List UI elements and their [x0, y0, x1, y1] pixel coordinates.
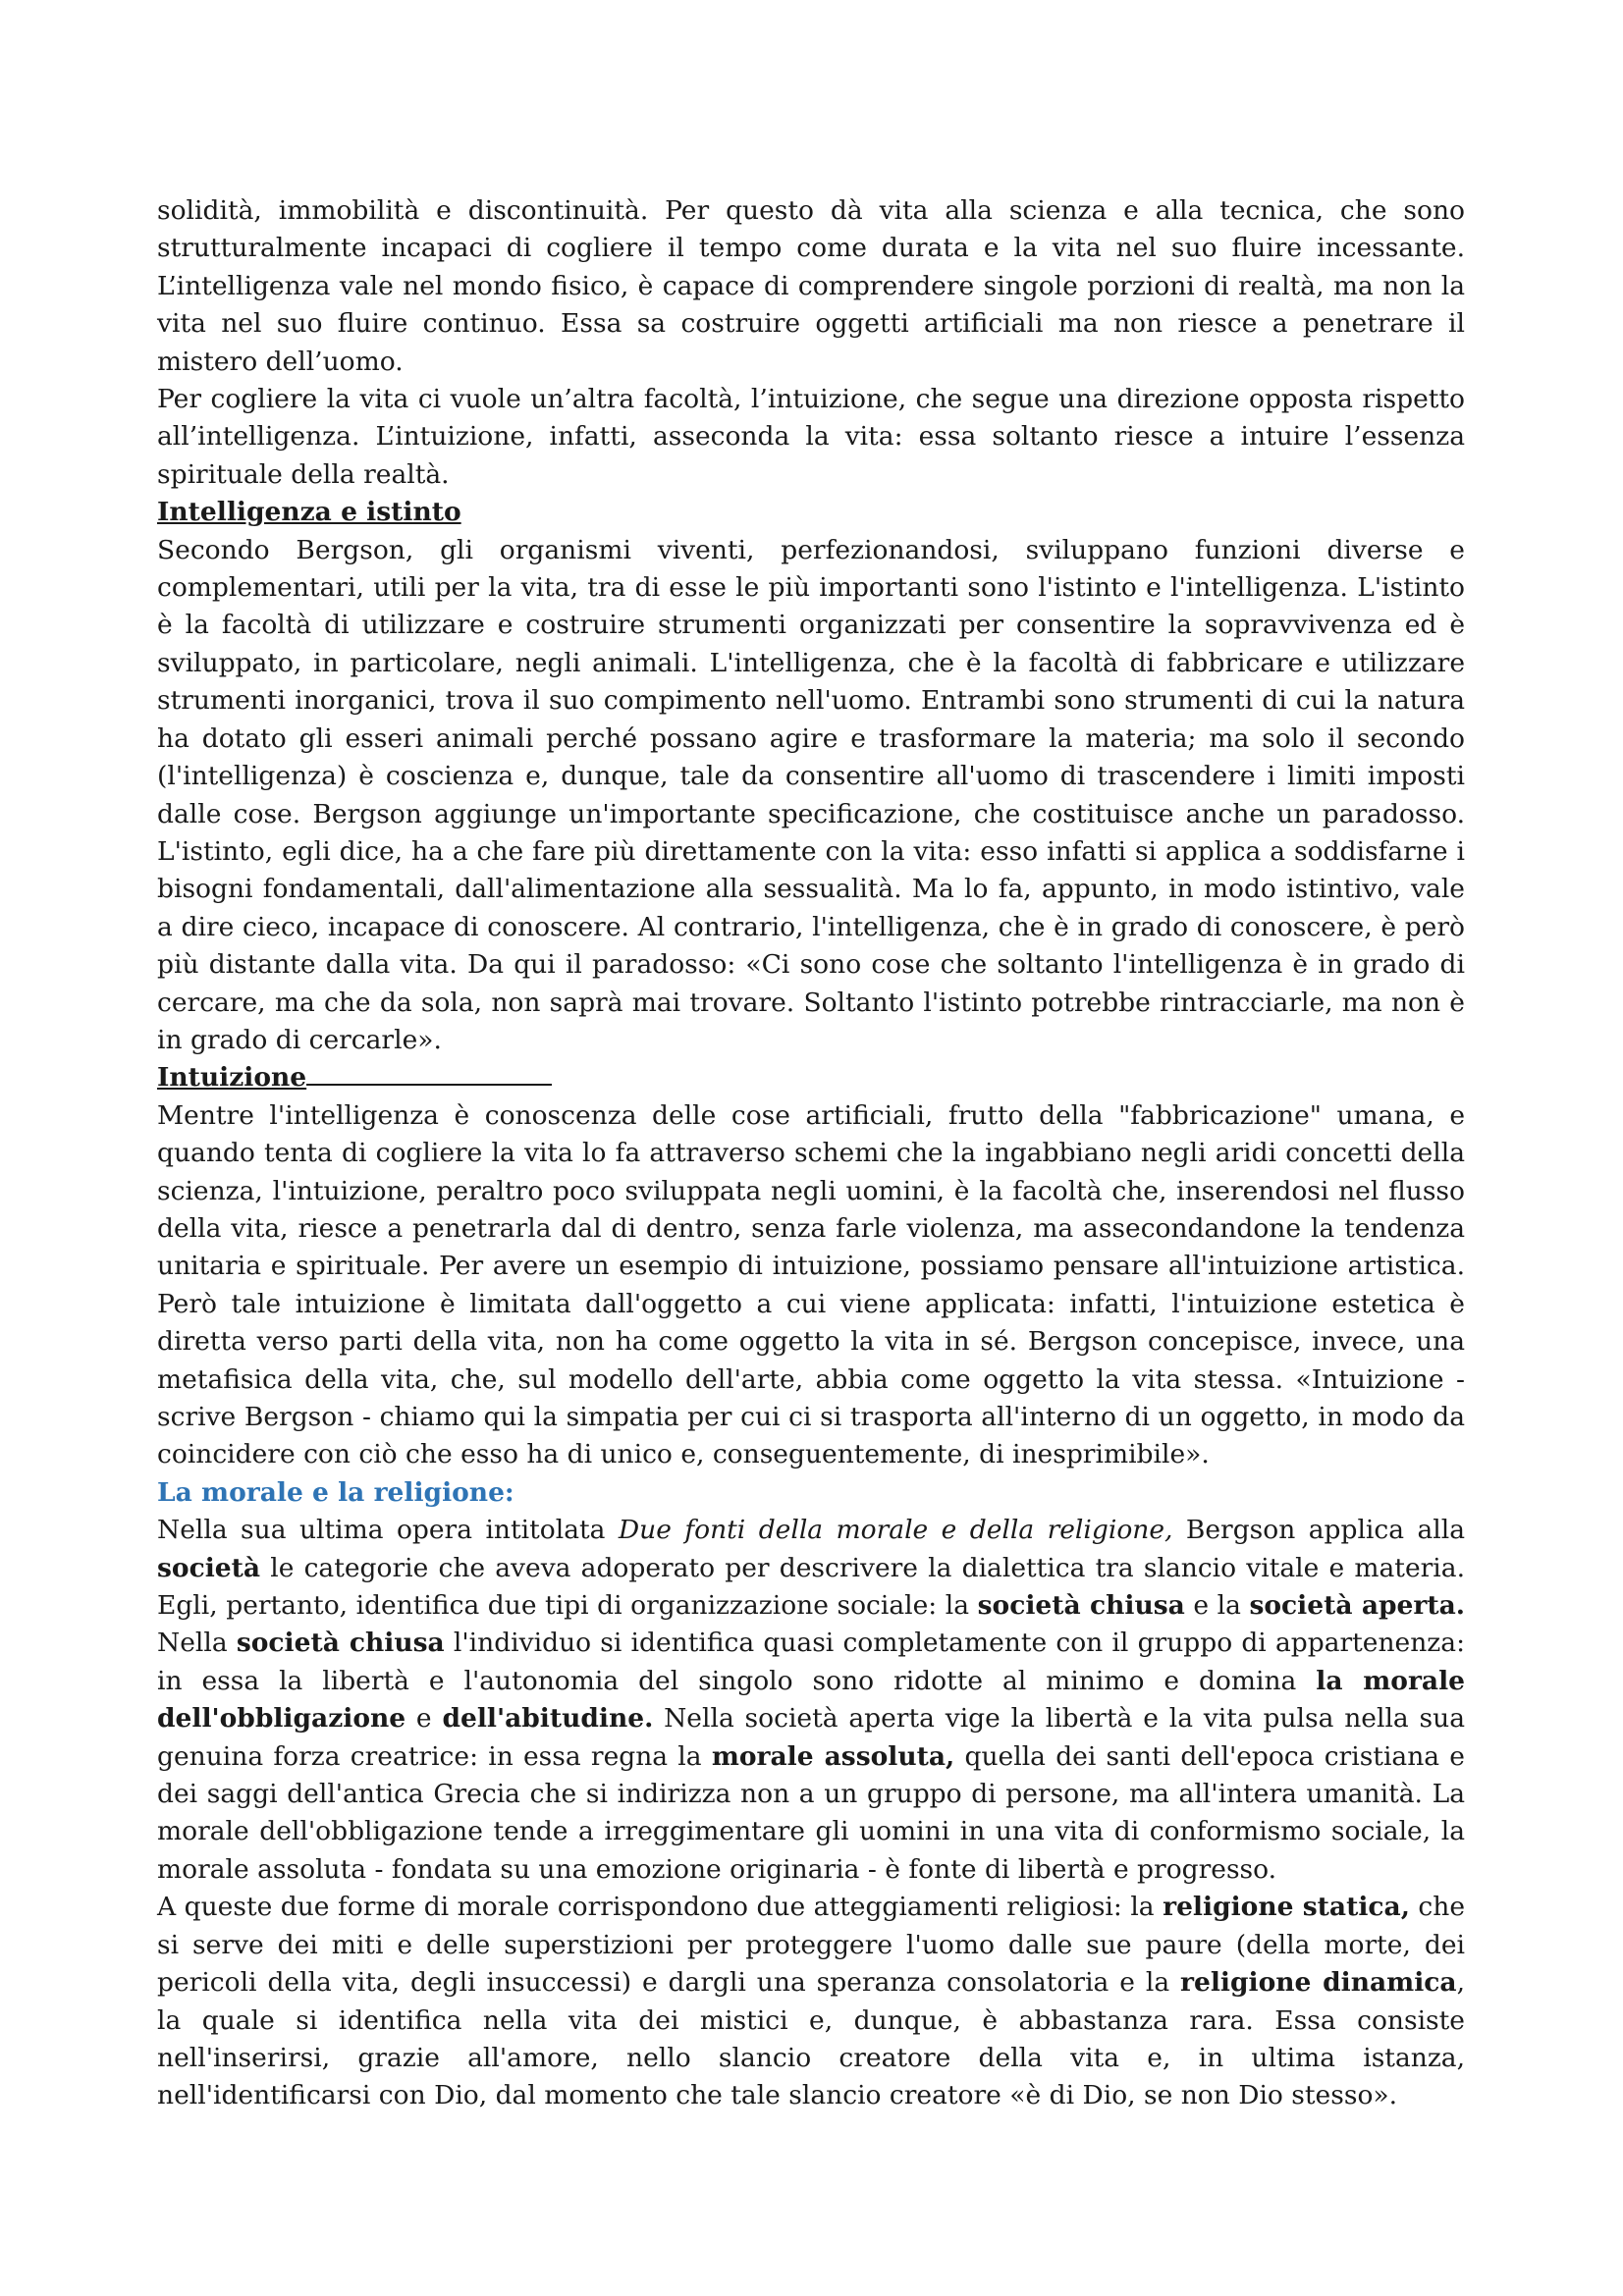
- paragraph-intuition-intro: Per cogliere la vita ci vuole un’altra facoltà, l’intuizione, che segue una direzione opposta rispetto all’intelligenza. L’intuizione, infatti, asseconda la vita: essa soltanto riesce a intuire l’essenza spirituale della realtà.: [157, 384, 1465, 490]
- bold-term: la morale dell'obbligazione: [157, 1665, 1466, 1735]
- text-run: e la: [1184, 1590, 1250, 1622]
- text-run: Nella: [157, 1628, 237, 1659]
- heading-morale-religione: La morale e la religione:: [157, 1476, 514, 1508]
- paragraph-intelligence-limits: solidità, immobilità e discontinuità. Per questo dà vita alla scienza e alla tecnica, che sono strutturalmente incapaci di cogliere il tempo come durata e la vita nel suo fluire incessante. L’intelligenza vale nel mondo fisico, è capace di comprendere singole porzioni di realtà, ma non la vita nel suo fluire continuo. Essa sa costruire oggetti artificiali ma non riesce a penetrare il mistero dell’uomo.: [157, 195, 1465, 377]
- heading-intelligenza-istinto: Intelligenza e istinto: [157, 497, 461, 528]
- heading-intuizione: [157, 1059, 1465, 1096]
- bold-term: società chiusa: [977, 1590, 1185, 1622]
- bold-term: dell'abitudine.: [442, 1703, 654, 1735]
- bold-term: società aperta.: [1249, 1590, 1466, 1622]
- bold-term: religione dinamica: [1180, 1967, 1457, 1999]
- paragraph-religione: [157, 1889, 1465, 2114]
- text-run: , la quale si identifica nella vita dei mistici e, dunque, è abbastanza rara. Essa consiste nell'inserirsi, grazie all'amore, nello slancio creatore della vita e, in ultima istanza, nell'identificarsi con Dio, dal momento che tale slancio creatore «è di Dio, se non Dio stesso».: [157, 1967, 1465, 2111]
- text-run: che si serve dei miti e delle superstizioni per proteggere l'uomo dalle sue paure (della morte, dei pericoli della vita, degli insuccessi) e dargli una speranza consolatoria e la: [157, 1892, 1466, 1999]
- text-run: l'individuo si identifica quasi completamente con il gruppo di appartenenza: in essa la libertà e l'autonomia del singolo sono ridotte al minimo e domina: [157, 1628, 1465, 1696]
- bold-term: società chiusa: [236, 1628, 445, 1659]
- text-run: le categorie che aveva adoperato per descrivere la dialettica tra slancio vitale e materia. Egli, pertanto, identifica due tipi di organizzazione sociale: la: [157, 1552, 1465, 1622]
- text-run: Bergson applica alla: [1172, 1515, 1466, 1546]
- text-run: Nella sua ultima opera intitolata: [157, 1515, 619, 1546]
- text-run: quella dei santi dell'epoca cristiana e dei saggi dell'antica Grecia che si indirizza non a un gruppo di persone, ma all'intera umanità. La morale dell'obbligazione tende a irreggimentare gli uomini in una vita di conformismo sociale, la morale assoluta - fondata su una emozione originaria - è fonte di libertà e progresso.: [157, 1740, 1465, 1885]
- paragraph-intelligenza-istinto: Secondo Bergson, gli organismi viventi, perfezionandosi, sviluppano funzioni diverse e complementari, utili per la vita, tra di esse le più importanti sono l'istinto e l'intelligenza. L'istinto è la facoltà di utilizzare e costruire strumenti organizzati per consentire la sopravvivenza ed è sviluppato, in particolare, negli animali. L'intelligenza, che è la facoltà di fabbricare e utilizzare strumenti inorganici, trova il suo compimento nell'uomo. Entrambi sono strumenti di cui la natura ha dotato gli esseri animali perché possano agire e trasformare la materia; ma solo il secondo (l'intelligenza) è coscienza e, dunque, tale da consentire all'uomo di trascendere i limiti imposti dalle cose. Bergson aggiunge un'importante specificazione, che costituisce anche un paradosso. L'istinto, egli dice, ha a che fare più direttamente con la vita: esso infatti si applica a soddisfarne i bisogni fondamentali, dall'alimentazione alla sessualità. Ma lo fa, appunto, in modo istintivo, vale a dire cieco, incapace di conoscere. Al contrario, l'intelligenza, che è in grado di conoscere, è però più distante dalla vita. Da qui il paradosso: «Ci sono cose che soltanto l'intelligenza è in grado di cercare, ma che da sola, non saprà mai trovare. Soltanto l'istinto potrebbe rintracciarle, ma non è in grado di cercarle».: [157, 534, 1465, 1055]
- bold-term: morale assoluta,: [711, 1740, 955, 1772]
- paragraph-intuizione: Mentre l'intelligenza è conoscenza delle cose artificiali, frutto della "fabbricazione" umana, e quando tenta di cogliere la vita lo fa attraverso schemi che la ingabbiano negli aridi concetti della scienza, l'intuizione, peraltro poco sviluppata negli uomini, è la facoltà che, inserendosi nel flusso della vita, riesce a penetrarla dal di dentro, senza farle violenza, ma assecondandone la tendenza unitaria e spirituale. Per avere un esempio di intuizione, possiamo pensare all'intuizione artistica. Però tale intuizione è limitata dall'oggetto a cui viene applicata: infatti, l'intuizione estetica è diretta verso parti della vita, non ha come oggetto la vita in sé. Bergson concepisce, invece, una metafisica della vita, che, sul modello dell'arte, abbia come oggetto la vita stessa. «Intuizione - scrive Bergson - chiamo qui la simpatia per cui ci si trasporta all'interno di un oggetto, in modo da coincidere con ciò che esso ha di unico e, conseguentemente, di inesprimibile».: [157, 1099, 1465, 1470]
- heading-underline-extension: [306, 1083, 552, 1086]
- heading-intuizione-label: Intuizione: [157, 1062, 307, 1094]
- book-title: Due fonti della morale e della religione,: [618, 1515, 1173, 1546]
- document-body: [157, 192, 1465, 2115]
- paragraph-morale: [157, 1512, 1465, 1889]
- bold-term: religione statica,: [1163, 1892, 1410, 1923]
- text-run: Nella società aperta vige la libertà e la vita pulsa nella sua genuina forza creatrice: in essa regna la: [157, 1703, 1465, 1772]
- bold-term: società: [157, 1552, 261, 1583]
- text-run: A queste due forme di morale corrispondono due atteggiamenti religiosi: la: [157, 1892, 1163, 1923]
- text-run: e: [406, 1703, 443, 1735]
